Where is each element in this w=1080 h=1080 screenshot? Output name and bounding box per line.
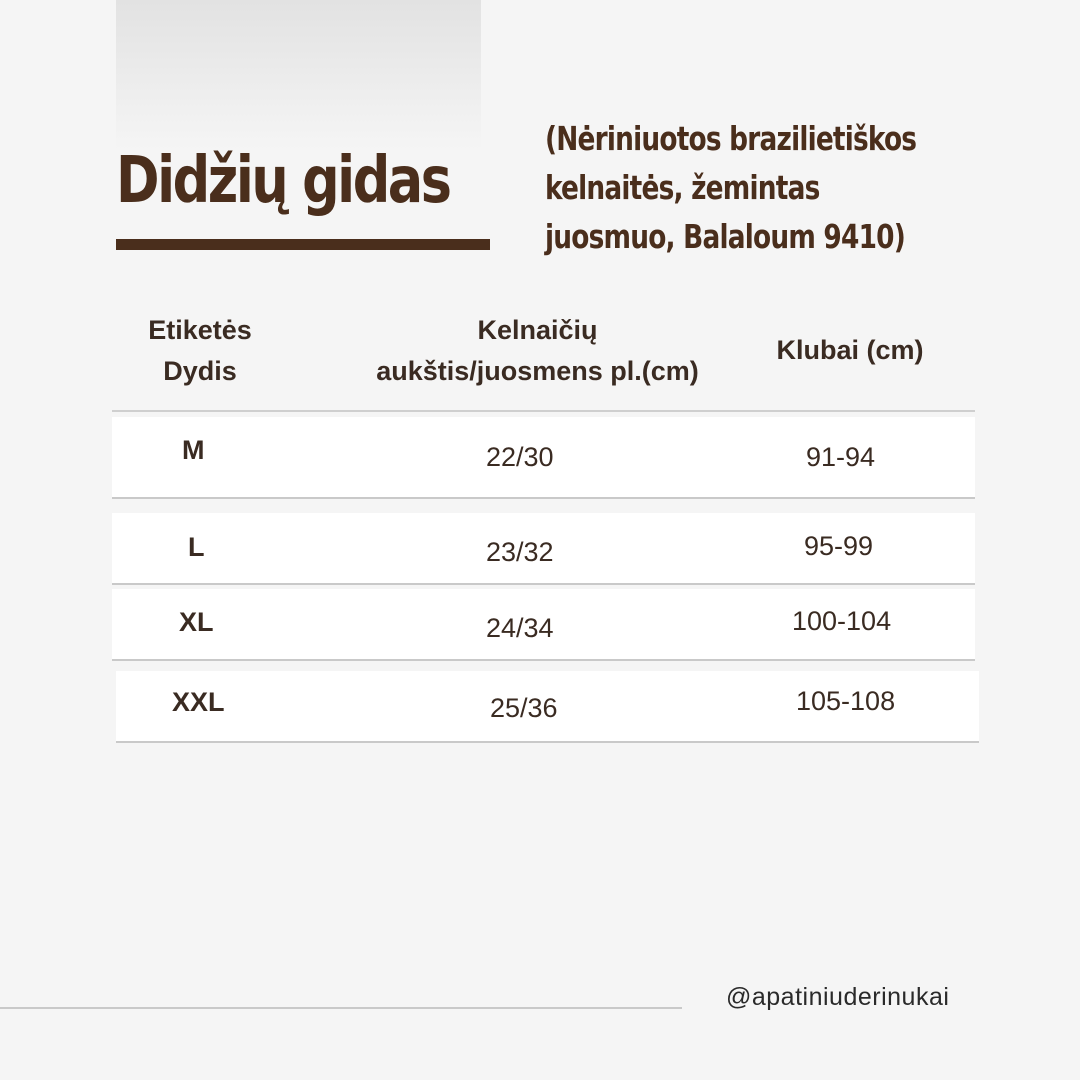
- cell-hips: 95-99: [804, 531, 874, 561]
- header-divider: [112, 410, 975, 412]
- cell-waist: 23/32: [486, 537, 554, 567]
- column-header-line: Dydis: [163, 356, 237, 386]
- cell-waist: 25/36: [490, 693, 558, 723]
- product-subtitle: [545, 114, 977, 261]
- cell-size: L: [188, 532, 205, 562]
- column-header-hips: [740, 330, 960, 371]
- table-row: [112, 513, 975, 585]
- cell-size: XXL: [172, 687, 225, 717]
- cell-waist: 24/34: [486, 613, 554, 643]
- column-header-line: Kelnaičių: [477, 315, 598, 345]
- cell-hips: 91-94: [806, 442, 876, 472]
- title-underline: [116, 239, 490, 250]
- subtitle-line: kelnaitės, žemintas: [545, 168, 820, 207]
- table-row: [116, 671, 979, 743]
- social-handle: @apatiniuderinukai: [726, 983, 950, 1011]
- header-gradient-panel: [116, 0, 481, 150]
- column-header-size: [120, 310, 280, 392]
- column-header-line: Etiketės: [148, 315, 252, 345]
- table-row: [112, 589, 975, 661]
- column-header-waist: [330, 310, 745, 392]
- column-header-line: Klubai (cm): [776, 335, 924, 365]
- cell-size: M: [182, 435, 205, 465]
- footer-divider: [0, 1007, 682, 1009]
- page-title: Didžių gidas: [116, 144, 450, 218]
- column-header-line: aukštis/juosmens pl.(cm): [376, 356, 699, 386]
- cell-waist: 22/30: [486, 442, 554, 472]
- subtitle-line: juosmuo, Balaloum 9410): [545, 217, 905, 256]
- table-row: [112, 417, 975, 499]
- subtitle-line: (Nėriniuotos brazilietiškos: [545, 119, 917, 158]
- cell-hips: 105-108: [796, 686, 896, 716]
- cell-hips: 100-104: [792, 606, 892, 636]
- cell-size: XL: [179, 607, 214, 637]
